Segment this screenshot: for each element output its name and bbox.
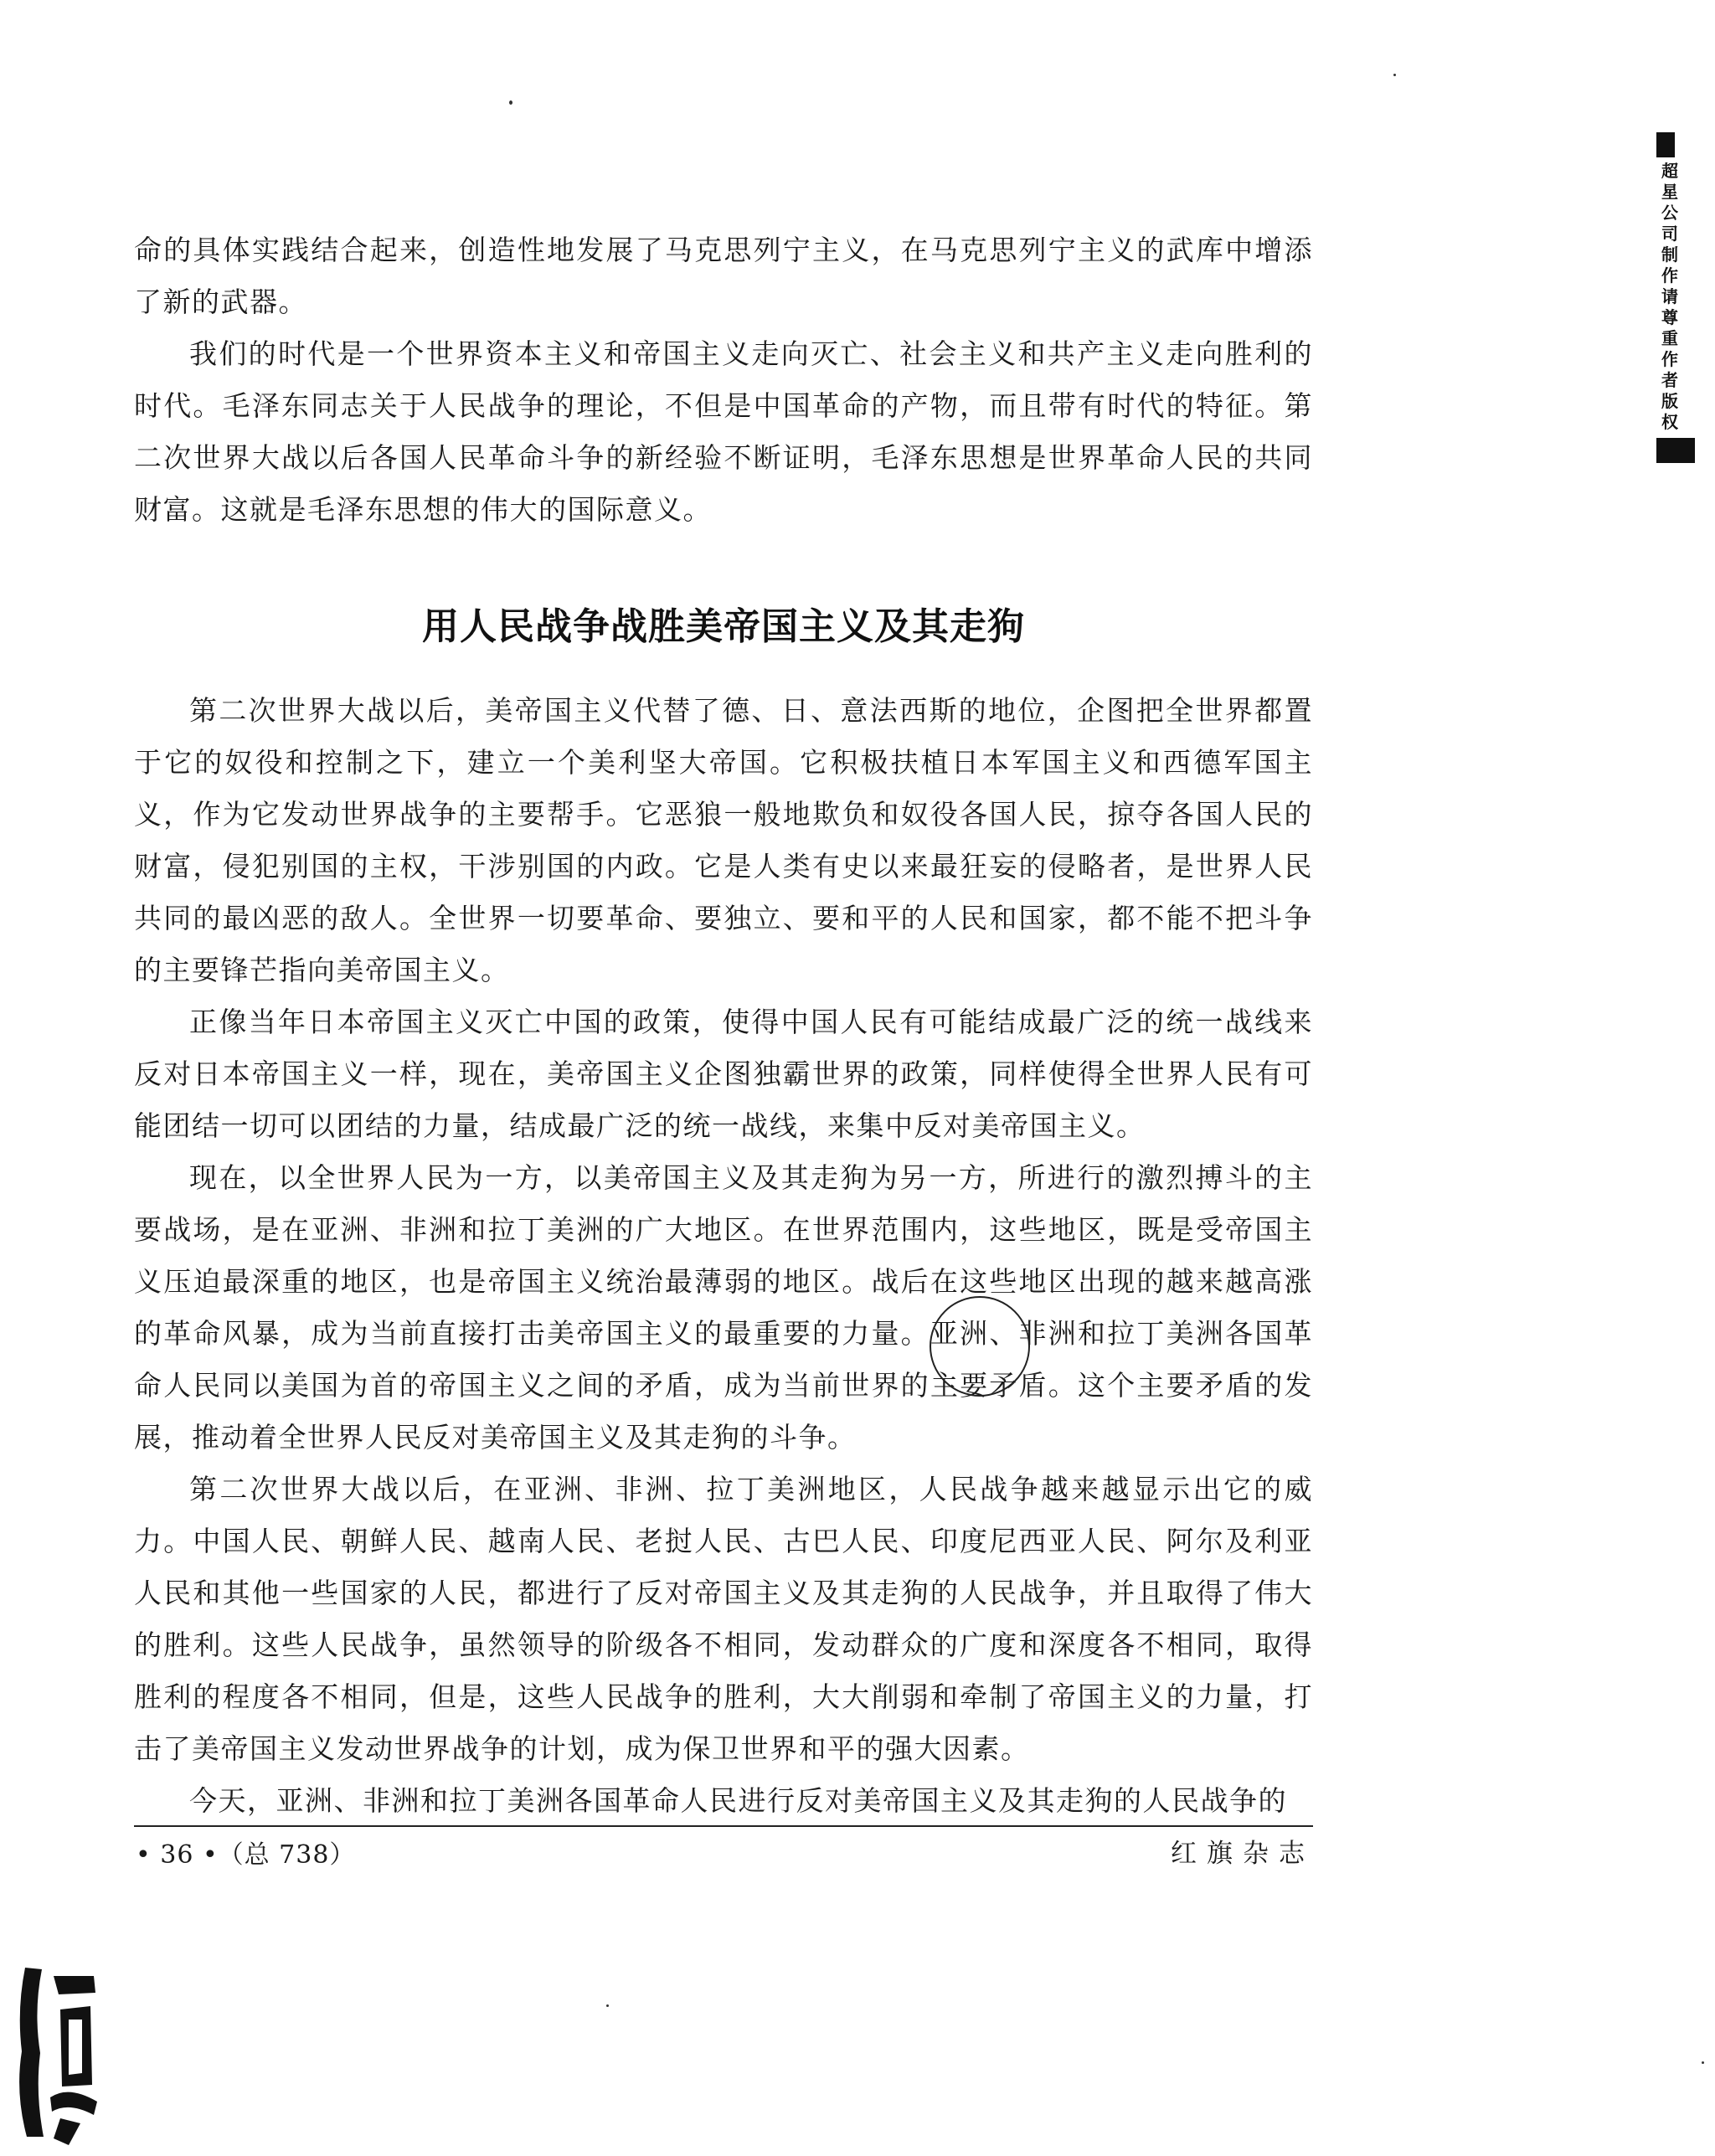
journal-name: 红旗杂志 [1171,1839,1315,1869]
paragraph: 第二次世界大战以后，美帝国主义代替了德、日、意法西斯的地位，企图把全世界都置于它的奴役和控制之下，建立一个美利坚大帝国。它积极扶植日本军国主义和西德军国主义，作为它发动世界战争的主要帮手。它恶狼一般地欺负和奴役各国人民，掠夺各国人民的财富，侵犯别国的主权，干涉别国的内政。它是人类有史以来最狂妄的侵略者，是世界人民共同的最凶恶的敌人。全世界一切要革命、要独立、要和平的人民和国家，都不能不把斗争的主要锋芒指向美帝国主义。 [134,694,1313,986]
paragraph: 正像当年日本帝国主义灭亡中国的政策，使得中国人民有可能结成最广泛的统一战线来反对日本帝国主义一样，现在，美帝国主义企图独霸世界的政策，同样使得全世界人民有可能团结一切可以团结的力量，结成最广泛的统一战线，来集中反对美帝国主义。 [134,1006,1313,1142]
watermark-bar-top [1656,132,1675,157]
watermark-text: 超星公司制作请尊重作者版权 [1661,161,1678,432]
paragraph: 我们的时代是一个世界资本主义和帝国主义走向灭亡、社会主义和共产主义走向胜利的时代。毛泽东同志关于人民战争的理论，不但是中国革命的产物，而且带有时代的特征。第二次世界大战以后各国人民革命斗争的新经验不断证明，毛泽东思想是世界革命人民的共同财富。这就是毛泽东思想的伟大的国际意义。 [134,337,1313,526]
paragraph: 命的具体实践结合起来，创造性地发展了马克思列宁主义，在马克思列宁主义的武库中增添了新的武器。 [134,234,1313,318]
handwritten-circle-annotation [930,1296,1030,1397]
paragraph: 现在，以全世界人民为一方，以美帝国主义及其走狗为另一方，所进行的激烈搏斗的主要战场，是在亚洲、非洲和拉丁美洲的广大地区。在世界范围内，这些地区，既是受帝国主义压迫最深重的地区，也是帝国主义统治最薄弱的地区。战后在这些地区出现的越来越高涨的革命风暴，成为当前直接打击美帝国主义的最重要的力量。亚洲、非洲和拉丁美洲各国革命人民同以美国为首的帝国主义之间的矛盾，成为当前世界的主要矛盾。这个主要矛盾的发展，推动着全世界人民反对美帝国主义及其走狗的斗争。 [134,1161,1313,1454]
section-title: 用人民战争战胜美帝国主义及其走狗 [422,605,1025,648]
scan-speck [606,2004,609,2007]
top-text-block [134,224,1313,536]
scan-speck [1702,2061,1704,2064]
scan-speck [1393,74,1396,76]
paragraph: 今天，亚洲、非洲和拉丁美洲各国革命人民进行反对美帝国主义及其走狗的人民战争的 [189,1784,1287,1817]
library-seal-icon [10,1959,111,2148]
paragraph: 第二次世界大战以后，在亚洲、非洲、拉丁美洲地区，人民战争越来越显示出它的威力。中国人民、朝鲜人民、越南人民、老挝人民、古巴人民、印度尼西亚人民、阿尔及利亚人民和其他一些国家的人民，都进行了反对帝国主义及其走狗的人民战争，并且取得了伟大的胜利。这些人民战争，虽然领导的阶级各不相同，发动群众的广度和深度各不相同，取得胜利的程度各不相同，但是，这些人民战争的胜利，大大削弱和牵制了帝国主义的力量，打击了美帝国主义发动世界战争的计划，成为保卫世界和平的强大因素。 [134,1473,1313,1765]
watermark-bar-bottom [1656,438,1695,463]
body-text-block [134,685,1313,1827]
page-number: • 36 •（总 738） [136,1840,356,1870]
footer-rule [134,1825,1313,1827]
side-watermark [1656,132,1695,463]
scan-speck [509,100,512,105]
